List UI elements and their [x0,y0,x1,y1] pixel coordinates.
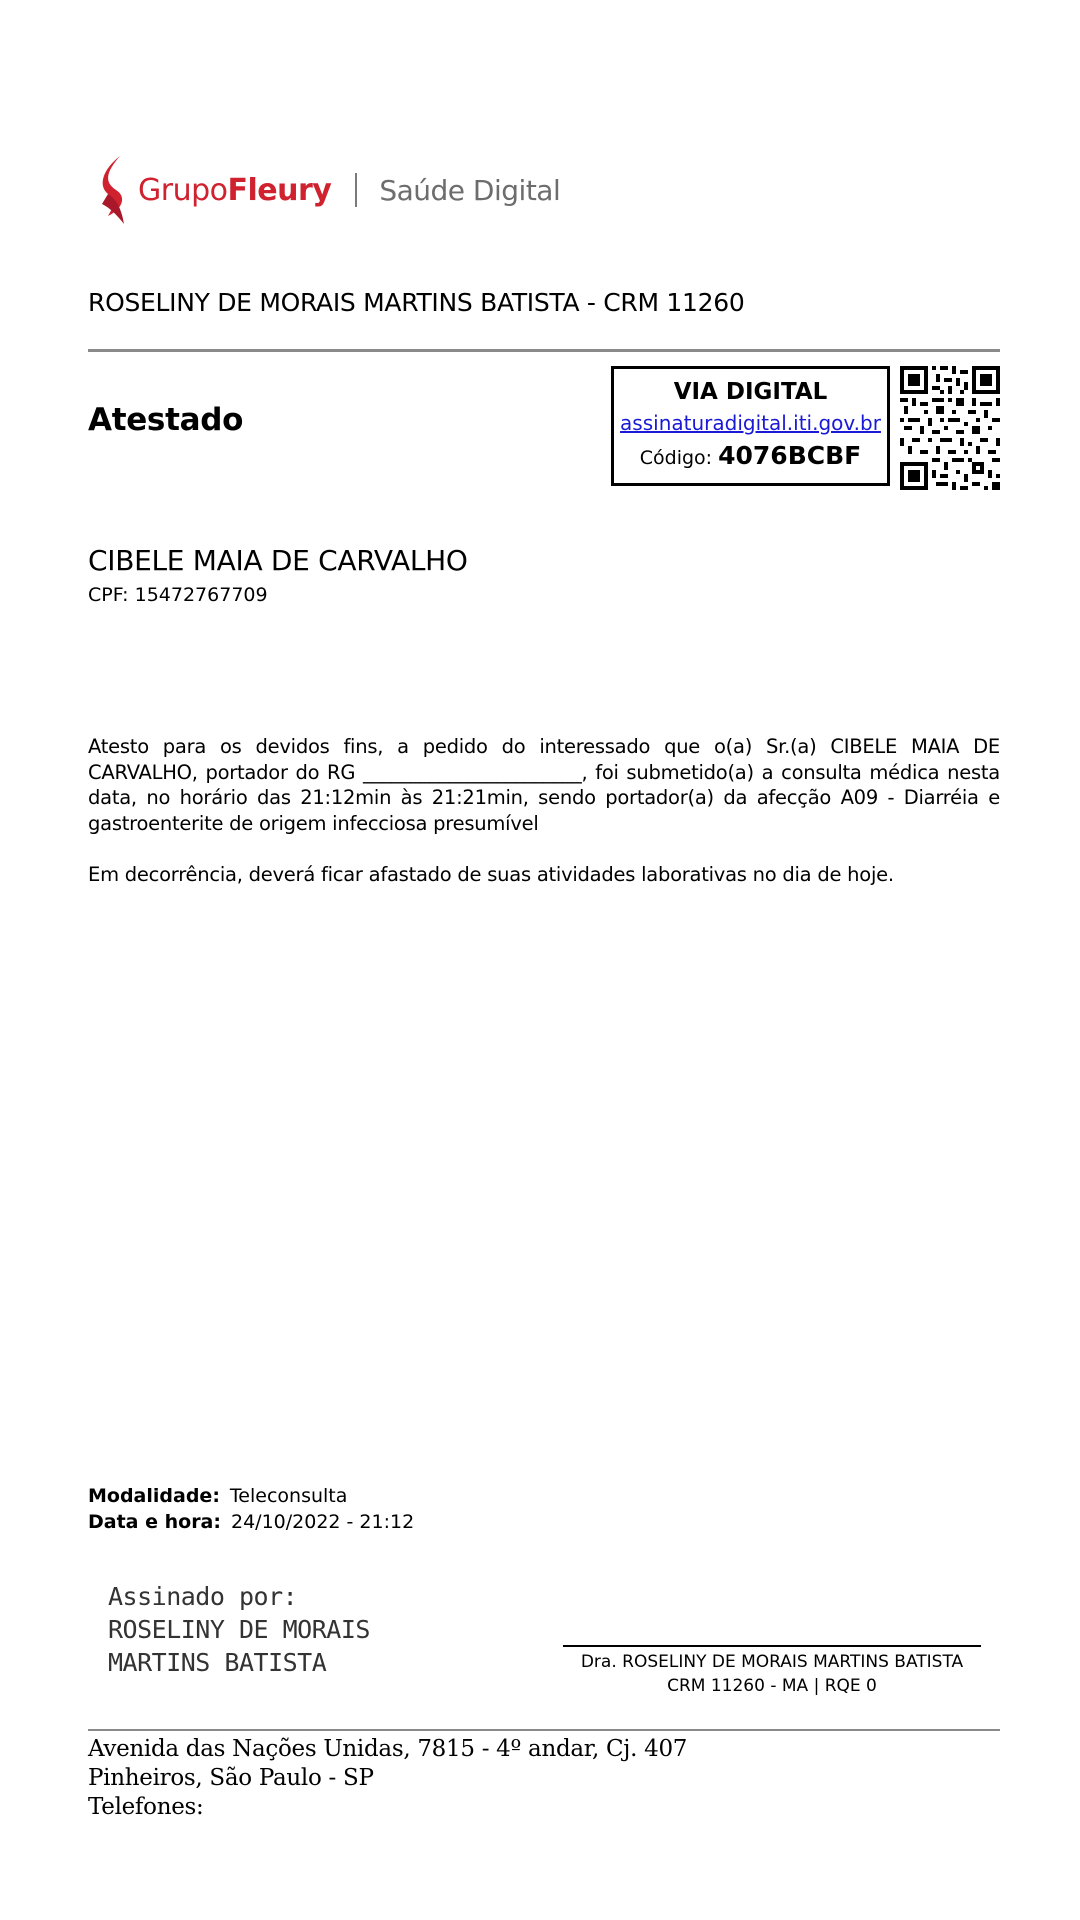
signature-verification-link[interactable]: assinaturadigital.iti.gov.br [620,411,881,435]
signature-line [563,1645,981,1647]
via-digital-box [611,366,890,486]
signer-block [563,1650,981,1698]
modality-row [88,1485,347,1507]
logo-brand-text: GrupoFleury [138,172,332,208]
verification-code-value: 4076BCBF [718,441,862,470]
datetime-value: 24/10/2022 - 21:12 [230,1511,415,1533]
verification-code-label: Código: [639,447,713,469]
verification-code [614,441,887,470]
qr-code-icon [900,366,1000,490]
grupo-fleury-logo [98,154,560,226]
leave-statement-paragraph: Em decorrência, deverá ficar afastado de suas atividades laborativas no dia de hoje. [88,863,894,886]
address-line-1: Avenida das Nações Unidas, 7815 - 4º andar, Cj. 407 [88,1736,688,1762]
header-divider [88,349,1000,352]
datetime-label: Data e hora: [88,1511,221,1533]
document-title: Atestado [88,402,244,438]
signer-name: Dra. ROSELINY DE MORAIS MARTINS BATISTA [580,1652,964,1672]
modality-label: Modalidade: [88,1485,220,1507]
signer-crm: CRM 11260 - MA | RQE 0 [667,1676,877,1696]
phones-line: Telefones: [88,1794,204,1820]
fleury-helix-icon [98,154,130,226]
via-digital-title: VIA DIGITAL [673,379,828,405]
address-line-2: Pinheiros, São Paulo - SP [88,1765,374,1791]
certificate-body-paragraph: Atesto para os devidos fins, a pedido do interessado que o(a) Sr.(a) CIBELE MAIA DE CARVALHO, portador do RG _______________________, foi submetido(a) a consulta médica nesta data, no horário das 21:12min às 21:21min, sendo portador(a) da afecção A09 - Diarréia e gastroenterite de origem infecciosa presumível [88,735,1000,835]
patient-cpf: CPF: 15472767709 [88,584,268,606]
modality-value: Teleconsulta [229,1485,348,1507]
patient-name: CIBELE MAIA DE CARVALHO [88,544,468,577]
digital-signature-stamp: Assinado por: ROSELINY DE MORAIS MARTINS BATISTA [108,1582,370,1677]
doctor-header: ROSELINY DE MORAIS MARTINS BATISTA - CRM 11260 [88,288,745,317]
logo-subtitle: Saúde Digital [379,173,561,207]
footer-divider [88,1729,1000,1731]
datetime-row [88,1511,414,1533]
footer-address [88,1735,687,1822]
logo-divider [355,173,357,207]
